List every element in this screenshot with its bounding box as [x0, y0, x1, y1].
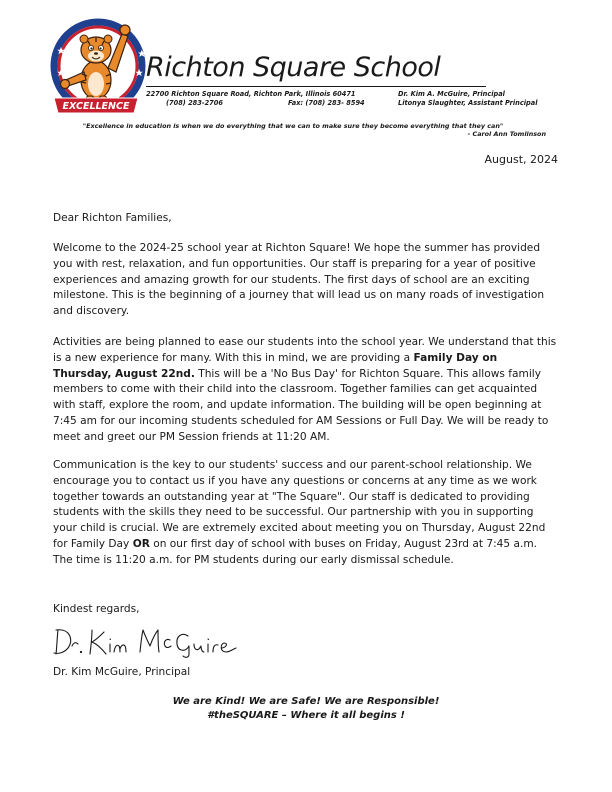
- letter-paragraph-1: Welcome to the 2024-25 school year at Richton Square! We hope the summer has provided you with rest, relaxation, and fun opportunities. Our staff is preparing for a year of positive experiences and amazing growth for our students. The first days of school are an exciting milestone. This is the beginning of a journey that will lead us on many roads of investigation and discovery.: [53, 242, 545, 318]
- header-divider: [146, 86, 486, 87]
- principal-name: Dr. Kim A. McGuire, Principal: [398, 90, 505, 98]
- assistant-principal-name: Litonya Slaughter, Assistant Principal: [398, 99, 538, 107]
- paragraph-3-text-b: on our first day of school with buses on Friday, August 23rd at 7:45 a.m. The time is 11:20 a.m. for PM students during our early dismissal schedule.: [53, 537, 538, 566]
- paragraph-3-text-a: Communication is the key to our students' success and our parent-school relationship. We encourage you to contact us if you have any questions or concerns at any time as we work together towards an outstanding year at "The Square". Our staff is dedicated to providing students with the skills they need to be successful. Our partnership with you in supporting your child is crucial. We are extremely excited about meeting you on Thursday, August 22nd for Family Day: [53, 459, 546, 550]
- letter-paragraph-2: [53, 335, 559, 446]
- school-fax: Fax: (708) 283- 8594: [288, 99, 365, 107]
- letter-paragraph-3: [53, 458, 559, 569]
- motto-line-1: We are Kind! We are Safe! We are Responsible!: [172, 696, 440, 707]
- motto-line-2: #theSQUARE – Where it all begins !: [207, 710, 405, 721]
- school-motto: [156, 695, 456, 723]
- excellence-banner: [54, 98, 138, 113]
- family-day-highlight: Family Day on Thursday, August 22nd.: [53, 351, 498, 380]
- school-phone: (708) 283-2706: [166, 99, 223, 107]
- school-address: 22700 Richton Square Road, Richton Park, Illinois 60471: [146, 90, 356, 98]
- quote-attribution: - Carol Ann Tomlinson: [467, 130, 546, 138]
- excellence-banner-label: EXCELLENCE: [62, 101, 130, 112]
- paragraph-2-text-b: This will be a 'No Bus Day' for Richton Square. This allows family members to come with their child into the classroom. Together families can get acquainted with staff, explore the room, and update information. The building will be open beginning at 7:45 am for our incoming students scheduled for AM Sessions or Full Day. We will be ready to meet and greet our PM Session friends at 11:20 AM.: [53, 367, 549, 443]
- paragraph-2-text-a: Activities are being planned to ease our students into the school year. We understand that this is a new experience for many. With this in mind, we are providing a: [53, 336, 557, 364]
- handwritten-signature: [52, 622, 248, 660]
- letter-greeting: Dear Richton Families,: [53, 212, 172, 224]
- signer-name: Dr. Kim McGuire, Principal: [53, 666, 191, 678]
- letter-date: August, 2024: [484, 153, 558, 166]
- letter-closing: Kindest regards,: [53, 603, 140, 615]
- header-quote: "Excellence in education is when we do everything that we can to make sure they become everything that they can": [82, 122, 504, 130]
- or-highlight: OR: [132, 537, 150, 550]
- school-name: Richton Square School: [146, 52, 441, 83]
